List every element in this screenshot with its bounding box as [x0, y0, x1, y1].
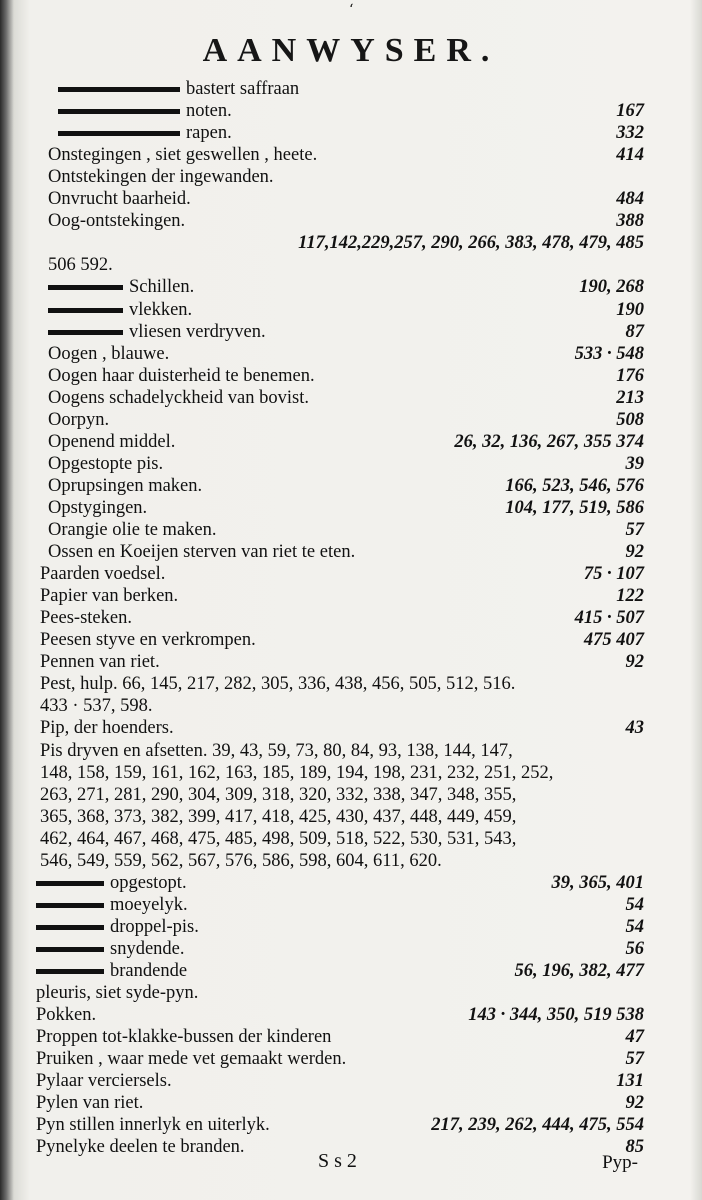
index-entry [36, 1114, 270, 1136]
index-entry [40, 828, 516, 850]
ditto-dash [48, 330, 123, 335]
index-entry [36, 982, 198, 1004]
page-references: 85 [625, 1137, 644, 1157]
entry-text: Pest, hulp. 66, 145, 217, 282, 305, 336, 438, 456, 505, 512, 516. [40, 674, 516, 694]
page-references: 39 [625, 454, 644, 474]
entry-text: vliesen verdryven. [129, 322, 266, 342]
page-references: 54 [625, 917, 644, 937]
index-entry [40, 717, 174, 739]
page-references: 39, 365, 401 [551, 873, 644, 893]
entry-text: Peesen styve en verkrompen. [40, 630, 256, 650]
entry-text: Onvrucht baarheid. [48, 189, 191, 209]
entry-text: Pis dryven en afsetten. 39, 43, 59, 73, 80, 84, 93, 138, 144, 147, [40, 741, 513, 761]
page-references: 47 [625, 1027, 644, 1047]
index-entry [48, 409, 109, 431]
index-entry [36, 960, 187, 982]
entry-text: Pennen van riet. [40, 652, 160, 672]
entry-text: pleuris, siet syde-pyn. [36, 983, 199, 1003]
ditto-dash [36, 947, 104, 952]
page-references: 43 [625, 718, 644, 738]
index-entry [36, 894, 188, 916]
page-references: 56, 196, 382, 477 [514, 961, 644, 981]
page-references: 92 [625, 652, 644, 672]
entry-text: Pynelyke deelen te branden. [36, 1137, 245, 1157]
entry-text: Schillen. [129, 277, 195, 297]
entry-text: Oogen , blauwe. [48, 344, 170, 364]
entry-text: Oogen haar duisterheid te benemen. [48, 366, 315, 386]
index-entry [48, 166, 274, 188]
index-entry [48, 276, 194, 298]
entry-text: Pees-steken. [40, 608, 132, 628]
index-entry [36, 1070, 172, 1092]
index-entry [48, 144, 317, 166]
entry-text: 506 592. [48, 255, 113, 275]
index-entry [36, 1136, 245, 1158]
signature-mark: S s 2 [318, 1150, 357, 1172]
entry-text: Pyn stillen innerlyk en uiterlyk. [36, 1115, 270, 1135]
page-references: 332 [616, 123, 644, 143]
index-entry [40, 629, 256, 651]
ditto-dash [36, 881, 104, 886]
index-entry [48, 254, 113, 276]
page-references: 167 [616, 101, 644, 121]
entry-text: Pylen van riet. [36, 1093, 144, 1113]
entry-text: Oog-ontstekingen. [48, 211, 186, 231]
index-entry [48, 431, 175, 453]
entry-text: bastert saffraan [186, 79, 300, 99]
index-entry [48, 475, 202, 497]
entry-text: Ossen en Koeijen sterven van riet te eten. [48, 542, 356, 562]
index-entry [40, 607, 132, 629]
page-references: 508 [616, 410, 644, 430]
entry-text: 148, 158, 159, 161, 162, 163, 185, 189, 194, 198, 231, 232, 251, 252, [40, 763, 554, 783]
page-references: 190, 268 [579, 277, 644, 297]
ditto-dash [58, 109, 180, 114]
page-references: 143 · 344, 350, 519 538 [468, 1005, 644, 1025]
page-references: 92 [625, 542, 644, 562]
entry-text: Pylaar verciersels. [36, 1071, 172, 1091]
entry-text: Proppen tot-klakke-bussen der kinderen [36, 1027, 332, 1047]
entry-text: Papier van berken. [40, 586, 179, 606]
ditto-dash [58, 131, 180, 136]
entry-text: 462, 464, 467, 468, 475, 485, 498, 509, 518, 522, 530, 531, 543, [40, 829, 517, 849]
entry-text: Opstygingen. [48, 498, 148, 518]
index-entry [48, 321, 266, 343]
index-entry [48, 387, 309, 409]
index-entry [48, 210, 185, 232]
index-entry [48, 365, 315, 387]
entry-text: Onstegingen , siet geswellen , heete. [48, 145, 318, 165]
index-entry [36, 916, 199, 938]
ditto-dash [36, 903, 104, 908]
page-references: 475 407 [583, 630, 644, 650]
index-entry [48, 453, 163, 475]
entry-text: opgestopt. [110, 873, 187, 893]
index-entry [48, 188, 191, 210]
page-references: 213 [616, 388, 644, 408]
entry-text: vlekken. [129, 300, 193, 320]
page-references: 131 [616, 1071, 644, 1091]
entry-text: droppel-pis. [110, 917, 199, 937]
index-entry [40, 740, 513, 762]
entry-text: noten. [186, 101, 232, 121]
index-entry [36, 1004, 96, 1026]
entry-text: Oorpyn. [48, 410, 110, 430]
index-entry [36, 1092, 143, 1114]
index-entry [48, 299, 192, 321]
entry-text: Paarden voedsel. [40, 564, 166, 584]
page-references: 122 [616, 586, 644, 606]
entry-text: moeyelyk. [110, 895, 188, 915]
page-title: AANWYSER. [202, 32, 500, 69]
entry-text: 546, 549, 559, 562, 567, 576, 586, 598, 604, 611, 620. [40, 851, 442, 871]
index-entry [48, 497, 147, 519]
entry-text: Oprupsingen maken. [48, 476, 203, 496]
index-entry [58, 122, 232, 144]
catchword: Pyp- [602, 1152, 638, 1173]
index-entry [36, 1026, 331, 1048]
page-references: 57 [625, 1049, 644, 1069]
entry-text: 263, 271, 281, 290, 304, 309, 318, 320, 332, 338, 347, 348, 355, [40, 785, 517, 805]
index-entry [36, 1048, 346, 1070]
index-entry [58, 78, 299, 100]
page-references: 484 [616, 189, 644, 209]
index-entry [40, 695, 153, 717]
index-entry [58, 100, 232, 122]
page-references: 176 [616, 366, 644, 386]
entry-text: Oogens schadelyckheid van bovist. [48, 388, 309, 408]
index-entry [48, 343, 169, 365]
index-entry [40, 673, 515, 695]
ink-mark: ʻ [349, 2, 354, 18]
page-references: 415 · 507 [574, 608, 644, 628]
entry-text: Openend middel. [48, 432, 176, 452]
page-references: 87 [625, 322, 644, 342]
index-entry [36, 938, 185, 960]
entry-text: 365, 368, 373, 382, 399, 417, 418, 425, 430, 437, 448, 449, 459, [40, 807, 517, 827]
page-references: 533 · 548 [574, 344, 644, 364]
index-entry [40, 784, 516, 806]
index-entry [40, 762, 553, 784]
page-references: 26, 32, 136, 267, 355 374 [454, 432, 644, 452]
index-entry [48, 519, 217, 541]
page-references: 190 [616, 300, 644, 320]
entry-text: Opgestopte pis. [48, 454, 164, 474]
index-entry [40, 651, 160, 673]
index-entry [36, 872, 187, 894]
ditto-dash [36, 969, 104, 974]
page-references: 217, 239, 262, 444, 475, 554 [431, 1115, 644, 1135]
ditto-dash [48, 308, 123, 313]
entry-text: Ontstekingen der ingewanden. [48, 167, 274, 187]
ditto-dash [36, 925, 104, 930]
entry-text: Pip, der hoenders. [40, 718, 174, 738]
entry-text: brandende [110, 961, 188, 981]
index-entry [40, 806, 516, 828]
page-references: 166, 523, 546, 576 [505, 476, 644, 496]
page-references: 75 · 107 [583, 564, 644, 584]
index-entry [40, 563, 165, 585]
page-references: 104, 177, 519, 586 [505, 498, 644, 518]
index-entry [48, 541, 355, 563]
page-references: 117,142,229,257, 290, 266, 383, 478, 479, 485 [298, 233, 644, 253]
page-references: 57 [625, 520, 644, 540]
entry-text: snydende. [110, 939, 185, 959]
entry-text: Pokken. [36, 1005, 97, 1025]
page-references: 54 [625, 895, 644, 915]
page-references: 56 [625, 939, 644, 959]
page-references: 414 [616, 145, 644, 165]
entry-text: 433 · 537, 598. [40, 696, 153, 716]
entry-text: Orangie olie te maken. [48, 520, 217, 540]
ditto-dash [58, 87, 180, 92]
entry-text: rapen. [186, 123, 232, 143]
entry-text: Pruiken , waar mede vet gemaakt werden. [36, 1049, 347, 1069]
index-entry [40, 850, 442, 872]
page-references: 92 [625, 1093, 644, 1113]
page-references: 388 [616, 211, 644, 231]
ditto-dash [48, 285, 123, 290]
index-entry [40, 585, 178, 607]
